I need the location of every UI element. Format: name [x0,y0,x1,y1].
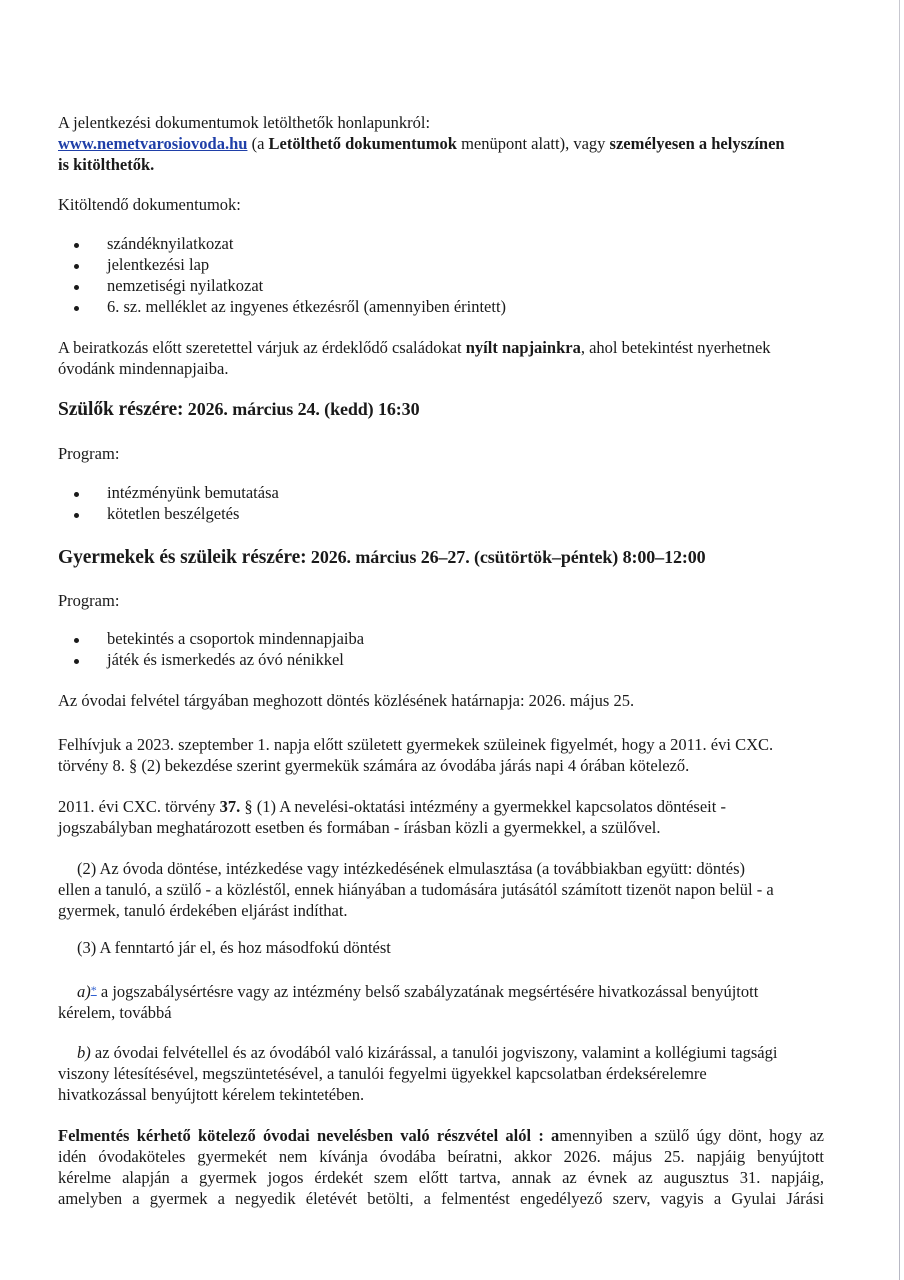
documents-list [69,233,809,317]
children-program-label: Program: [58,591,120,610]
law-section-number: 37. [219,797,241,816]
list-item: intézményünk bemutatása [69,482,809,503]
point-a-label: a) [77,982,91,1001]
exemption-text: mennyiben a szülő úgy dönt, hogy az [559,1126,825,1145]
intro-line2 [58,133,798,175]
point-b [58,1042,798,1105]
exemption-line2: idén óvodaköteles gyermekét nem kívánja óvodába beíratni, akkor 2026. május 25. napjáig benyújtott [58,1147,824,1166]
exemption-line4: amelyben a gyermek a negyedik életévét betölti, a felmentést engedélyező szerv, vagyis a Gyulai Járási [58,1189,824,1208]
exemption-line1 [58,1125,824,1146]
law-37-1-line2: jogszabályban meghatározott esetben és formában - írásban közli a gyermekkel, a szülővel. [58,818,661,837]
website-link[interactable]: www.nemetvarosiovoda.hu [58,134,248,153]
open-days-text: A beiratkozás előtt szeretettel várjuk az érdeklődő családokat [58,338,466,357]
point-b-text: az óvodai felvétellel és az óvodából való kizárással, a tanulói jogviszony, valamint a kollégiumi tagsági [90,1043,778,1062]
list-item: nemzetiségi nyilatkozat [69,275,809,296]
point-a-line1 [58,980,798,1002]
mandatory-notice-line2: törvény 8. § (2) bekezdése szerint gyermekük számára az óvodába járás napi 4 órában kötelező. [58,756,690,775]
law-37-1-text: § (1) A nevelési-oktatási intézmény a gyermekkel kapcsolatos döntéseit - [240,797,726,816]
point-b-line1 [58,1042,798,1063]
parents-program-list [69,482,809,524]
open-days-bold: nyílt napjainkra [465,338,581,357]
decision-deadline: Az óvodai felvétel tárgyában meghozott döntés közlésének határnapja: 2026. május 25. [58,691,635,710]
list-item: játék és ismerkedés az óvó nénikkel [69,649,809,670]
mandatory-notice-line1: Felhívjuk a 2023. szeptember 1. napja előtt született gyermekek szüleinek figyelmét, hogy a 2011. évi CXC. [58,735,774,754]
parents-session-label: Szülők részére: [58,399,184,420]
list-item: kötetlen beszélgetés [69,503,809,524]
footnote-link[interactable]: * [90,983,97,997]
menu-name: Letölthető dokumentumok [268,134,457,153]
intro-line1: A jelentkezési dokumentumok letölthetők honlapunkról: [58,113,431,132]
mandatory-notice [58,734,798,776]
point-b-line2: viszony létesítésével, megszüntetésével, a tanulói fegyelmi ügyekkel kapcsolatban érdeksérelemre [58,1064,707,1083]
exemption-bold: Felmentés kérhető kötelező óvodai nevelésben való részvétel alól : a [58,1126,560,1145]
law-prefix: 2011. évi CXC. törvény [58,797,220,816]
law-37-2-line3: gyermek, tanuló érdekében eljárást indíthat. [58,901,348,920]
children-session-label: Gyermekek és szüleik részére: [58,547,307,568]
page-edge-line [899,0,900,1280]
parents-session-date: 2026. március 24. (kedd) 16:30 [183,399,420,419]
point-a [58,980,798,1023]
open-days-text-after: , ahol betekintést nyerhetnek óvodánk mindennapjaiba. [58,338,771,378]
in-person-bold: személyesen a helyszínen is kitölthetők. [58,134,785,174]
law-37-2-line2: ellen a tanuló, a szülő - a közléstől, ennek hiányában a tudomására jutásától számított tizenöt napon belül - a [58,880,774,899]
intro-text-after: menüpont alatt), vagy [456,134,610,153]
list-item: jelentkezési lap [69,254,809,275]
list-item: betekintés a csoportok mindennapjaiba [69,628,809,649]
parents-session-heading [58,399,798,420]
intro-paragraph [58,112,798,175]
law-37-3: (3) A fenntartó jár el, és hoz másodfokú döntést [77,938,391,957]
exemption-paragraph [58,1125,824,1209]
point-a-line2: kérelem, továbbá [58,1003,172,1022]
law-37-1 [58,796,798,838]
exemption-line3: kérelme alapján a gyermek jogos érdekét szem előtt tartva, annak az évnek az augusztus 31. napjáig, [58,1168,824,1187]
documents-label: Kitöltendő dokumentumok: [58,195,241,214]
list-item: szándéknyilatkozat [69,233,809,254]
intro-text: (a [247,134,269,153]
children-session-date: 2026. március 26–27. (csütörtök–péntek) 8:00–12:00 [306,547,706,567]
law-37-2 [58,858,798,921]
children-program-list [69,628,809,670]
point-a-text: a jogszabálysértésre vagy az intézmény belső szabályzatának megsértésére hivatkozással benyújtott [96,982,759,1001]
point-b-label: b) [77,1043,91,1062]
list-item: 6. sz. melléklet az ingyenes étkezésről (amennyiben érintett) [69,296,809,317]
parents-program-label: Program: [58,444,120,463]
law-37-1-line1 [58,796,798,817]
open-days-paragraph [58,337,788,379]
law-37-2-line1: (2) Az óvoda döntése, intézkedése vagy intézkedésének elmulasztása (a továbbiakban együtt: döntés) [77,859,746,878]
children-session-heading [58,547,798,568]
point-b-line3: hivatkozással benyújtott kérelem tekintetében. [58,1085,365,1104]
